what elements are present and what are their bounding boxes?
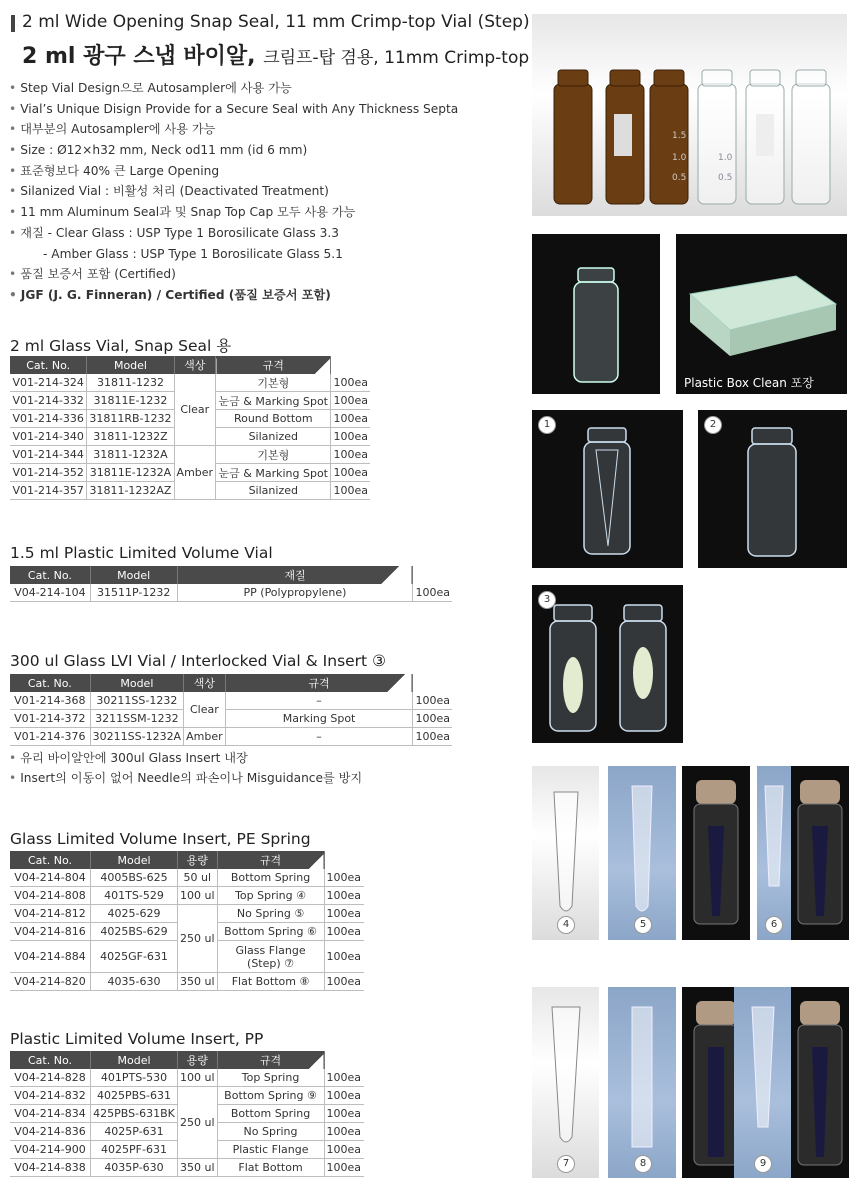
title-english: 2 ml Wide Opening Snap Seal, 11 mm Crimp-top Vial (Step) (22, 12, 530, 32)
table1 (10, 356, 370, 500)
table3-title: 300 ul Glass LVI Vial / Interlocked Vial & Insert ③ (10, 652, 386, 670)
plastic-box-photo (676, 234, 847, 394)
feature-item: • JGF (J. G. Finneran) / Certified (품질 보증서 포함) (9, 285, 458, 306)
table4: Cat. No. Model 용량 규격 V04-214-804 4005BS-625 50 ul Bottom Spring 100ea V04-214-808 401TS-529 100 ul Top Spring ④ 100ea V04-214-812 4025-629 250 ul No Spring ⑤ 100ea V04-214-816 4025BS-629 Bottom Spring ⑥ 100ea V04-214-884 4025GF-631 Glass Flange (Step) ⑦ 100ea V04-214-820 4035-630 350 ul Flat Bottom ⑧ 100ea (10, 851, 364, 991)
table-row: V04-214-816 4025BS-629 Bottom Spring ⑥ 100ea (10, 923, 364, 941)
feature-list (9, 78, 458, 306)
photo-label: 3 (538, 591, 556, 609)
feature-item: • 11 mm Aluminum Seal과 및 Snap Top Cap 모두 사용 가능 (9, 202, 458, 223)
vial-mark: 1.0 (672, 153, 687, 163)
insert-photo-6: 6 (757, 766, 791, 940)
vial-mark: 0.5 (718, 173, 733, 183)
feature-item: • Step Vial Design으로 Autosampler에 사용 가능 (9, 78, 458, 99)
table5-title: Plastic Limited Volume Insert, PP (10, 1030, 264, 1048)
table-row: V01-214-357 31811-1232AZ Silanized 100ea (10, 482, 370, 500)
table-row: V01-214-332 31811E-1232 눈금 & Marking Spot 100ea (10, 392, 370, 410)
title-korean-rest: 크림프-탑 겸용, 11mm Crimp-top (263, 48, 530, 68)
table-row: V01-214-336 31811RB-1232 Round Bottom 100ea (10, 410, 370, 428)
table-row: V04-214-832 4025PBS-631 250 ul Bottom Spring ⑨ 100ea (10, 1087, 364, 1105)
vial-mark: 0.5 (672, 173, 687, 183)
table-row: V04-214-804 4005BS-625 50 ul Bottom Spring 100ea (10, 869, 364, 887)
table-row: V04-214-834 425PBS-631BK Bottom Spring 100ea (10, 1105, 364, 1123)
insert-vial-photo-9 (791, 987, 849, 1178)
table-row: V04-214-812 4025-629 250 ul No Spring ⑤ 100ea (10, 905, 364, 923)
color-amber: Amber (174, 446, 216, 500)
table-row: V01-214-352 31811E-1232A 눈금 & Marking Spot 100ea (10, 464, 370, 482)
table3: Cat. No. Model 색상 규격 V01-214-368 30211SS-1232 Clear – 100ea V01-214-372 3211SSM-1232 Marking Spot 100ea V01-214-376 30211SS-1232A Amber – 100ea (10, 674, 452, 746)
insert-photo-7: 7 (532, 987, 599, 1178)
feature-item: • 표준형보다 40% 큰 Large Opening (9, 161, 458, 182)
clear-vial-photo (532, 234, 660, 394)
table-row: V04-214-104 31511P-1232 PP (Polypropylene) 100ea (10, 584, 452, 602)
table-row: V04-214-820 4035-630 350 ul Flat Bottom ⑧ 100ea (10, 973, 364, 991)
table5: Cat. No. Model 용량 규격 V04-214-828 401PTS-530 100 ul Top Spring 100ea V04-214-832 4025PBS-631 250 ul Bottom Spring ⑨ 100ea V04-214-834 425PBS-631BK Bottom Spring 100ea V04-214-836 4025P-631 No Spring 100ea V04-214-900 4025PF-631 Plastic Flange 100ea V04-214-838 4035P-630 350 ul Flat Bottom 100ea (10, 1051, 364, 1177)
title-accent-bar (11, 15, 15, 32)
table-row: V01-214-340 31811-1232Z Silanized 100ea (10, 428, 370, 446)
feature-item: • Size : Ø12×h32 mm, Neck od11 mm (id 6 mm) (9, 140, 458, 161)
table-row: V01-214-368 30211SS-1232 Clear – 100ea (10, 692, 452, 710)
vial-photo-1 (532, 410, 683, 568)
feature-item: • Vial’s Unique Disign Provide for a Secure Seal with Any Thickness Septa (9, 99, 458, 120)
feature-item: • Silanized Vial : 비활성 처리 (Deactivated Treatment) (9, 181, 458, 202)
table-row: V01-214-324 31811-1232 Clear 기본형 100ea (10, 374, 370, 392)
table-row: V04-214-836 4025P-631 No Spring 100ea (10, 1123, 364, 1141)
table1-title: 2 ml Glass Vial, Snap Seal 용 (10, 337, 232, 355)
vial-photo-3 (532, 585, 683, 743)
table4-title: Glass Limited Volume Insert, PE Spring (10, 830, 311, 848)
table2-title: 1.5 ml Plastic Limited Volume Vial (10, 544, 273, 562)
header-spec: 규격 (216, 356, 331, 374)
table-row: V04-214-838 4035P-630 350 ul Flat Bottom 100ea (10, 1159, 364, 1177)
color-clear: Clear (174, 374, 216, 446)
photo-label: 1 (538, 416, 556, 434)
feature-item: • 대부분의 Autosampler에 사용 가능 (9, 119, 458, 140)
insert-vial-photo-6 (791, 766, 849, 940)
table-row: V01-214-376 30211SS-1232A Amber – 100ea (10, 728, 452, 746)
title-korean (22, 39, 529, 70)
insert-photo-9: 9 (734, 987, 792, 1178)
box-caption: Plastic Box Clean 포장 (684, 376, 814, 390)
header-cat: Cat. No. (10, 356, 87, 374)
feature-item: - Amber Glass : USP Type 1 Borosilicate Glass 5.1 (43, 246, 343, 261)
vial-mark: 1.5 (672, 131, 687, 141)
insert-photo-4: 4 (532, 766, 599, 940)
insert-photo-8: 8 (608, 987, 676, 1178)
vial-photo-2 (698, 410, 847, 568)
table3-notes: • 유리 바이알안에 300ul Glass Insert 내장 • Insert의 이동이 없어 Needle의 파손이나 Misguidance를 방지 (9, 748, 362, 788)
vial-mark: 1.0 (718, 153, 733, 163)
table-row: V04-214-808 401TS-529 100 ul Top Spring ④ 100ea (10, 887, 364, 905)
photo-label: 2 (704, 416, 722, 434)
vial-group-photo (532, 14, 847, 216)
table-row: V04-214-884 4025GF-631 Glass Flange (Step) ⑦ 100ea (10, 941, 364, 973)
insert-vial-photo-5 (682, 766, 750, 940)
header-model: Model (87, 356, 174, 374)
table-row: V04-214-828 401PTS-530 100 ul Top Spring 100ea (10, 1069, 364, 1087)
header-color: 색상 (174, 356, 216, 374)
table-row: V01-214-344 31811-1232A Amber 기본형 100ea (10, 446, 370, 464)
table-row: V01-214-372 3211SSM-1232 Marking Spot 100ea (10, 710, 452, 728)
table2: Cat. No. Model 재질 V04-214-104 31511P-1232 PP (Polypropylene) 100ea (10, 566, 452, 602)
insert-photo-5: 5 (608, 766, 676, 940)
feature-item: • 품질 보증서 포함 (Certified) (9, 264, 458, 285)
table-row: V04-214-900 4025PF-631 Plastic Flange 100ea (10, 1141, 364, 1159)
title-korean-bold: 2 ml 광구 스냅 바이알, (22, 44, 256, 69)
feature-item: • 재질 - Clear Glass : USP Type 1 Borosilicate Glass 3.3 (9, 223, 458, 244)
